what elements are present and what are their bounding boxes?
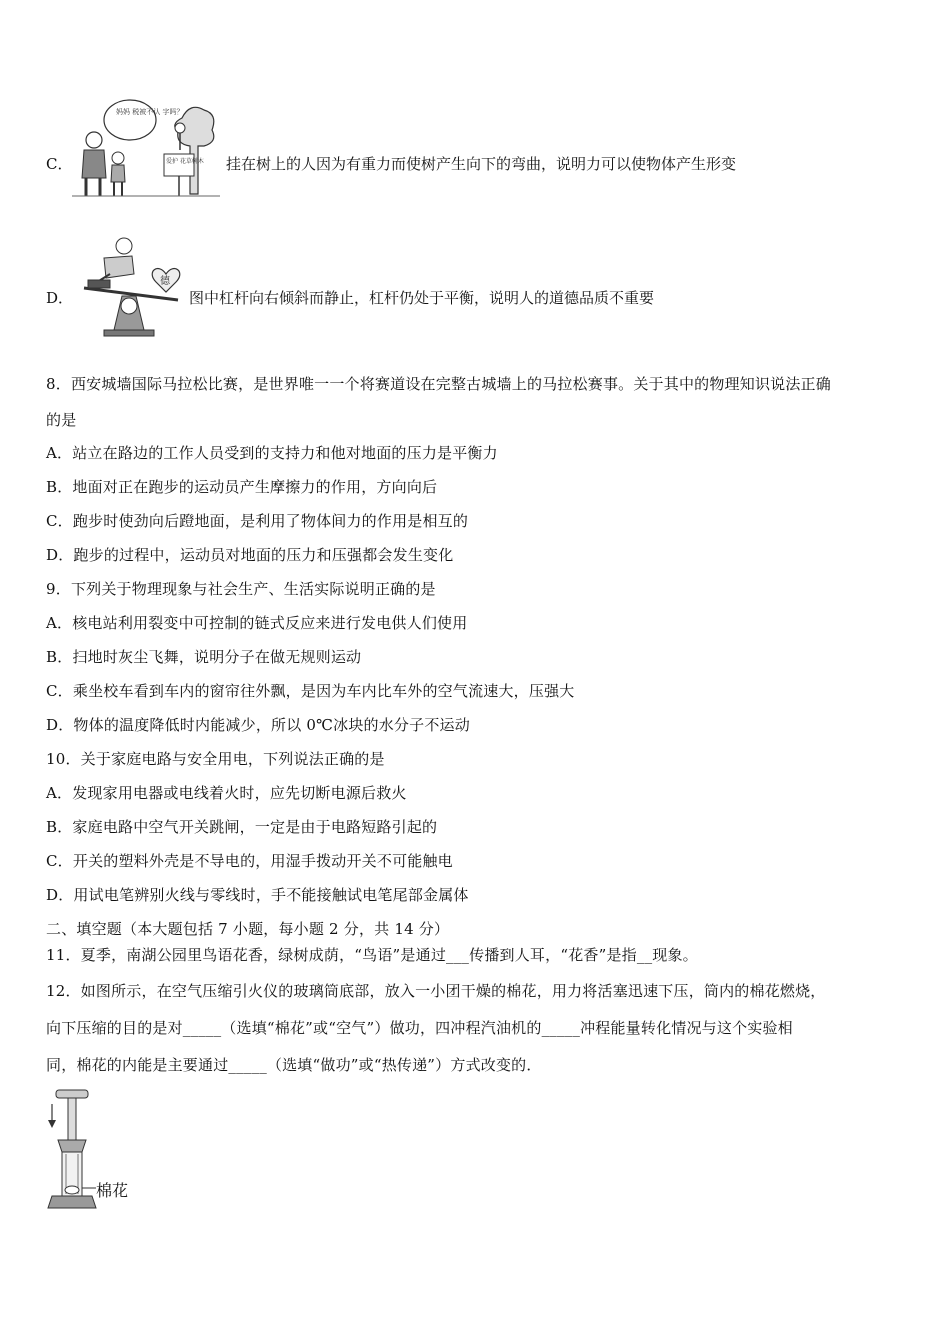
cotton-shape: [65, 1186, 79, 1194]
q9-option-c: C．乘坐校车看到车内的窗帘往外飘，是因为车内比车外的空气流速大，压强大: [46, 682, 575, 700]
option-c-figure: [72, 98, 220, 200]
q10-option-d: D．用试电笔辨别火线与零线时，手不能接触试电笔尾部金属体: [46, 886, 469, 904]
q8-stem-line1: 8．西安城墙国际马拉松比赛，是世界唯一一个将赛道设在完整古城墙上的马拉松赛事。关于其中的物理知识说法正确: [46, 375, 831, 393]
heart-text: 德: [160, 276, 170, 287]
q10-stem: 10．关于家庭电路与安全用电，下列说法正确的是: [46, 750, 385, 768]
q9-option-b: B．扫地时灰尘飞舞，说明分子在做无规则运动: [46, 648, 362, 666]
q8-option-a: A．站立在路边的工作人员受到的支持力和他对地面的压力是平衡力: [46, 444, 498, 462]
q12-line1: 12．如图所示，在空气压缩引火仪的玻璃筒底部，放入一小团干燥的棉花，用力将活塞迅速下压，筒内的棉花燃烧，: [46, 982, 826, 1000]
q8-option-c: C．跑步时使劲向后蹬地面，是利用了物体间力的作用是相互的: [46, 512, 469, 530]
sign-text: 爱护 花草树木: [166, 158, 204, 165]
option-c-label: C．: [46, 155, 73, 173]
q10-option-c: C．开关的塑料外壳是不导电的，用湿手拨动开关不可能触电: [46, 852, 453, 870]
q9-option-a: A．核电站利用裂变中可控制的链式反应来进行发电供人们使用: [46, 614, 468, 632]
q11-text: 11．夏季，南湖公园里鸟语花香，绿树成荫，“鸟语”是通过___传播到人耳，“花香”是指__现象。: [46, 946, 698, 964]
q10-option-a: A．发现家用电器或电线着火时，应先切断电源后救火: [46, 784, 407, 802]
option-c-text: 挂在树上的人因为有重力而使树产生向下的弯曲，说明力可以使物体产生形变: [226, 155, 737, 173]
q9-option-d: D．物体的温度降低时内能减少，所以 0℃冰块的水分子不运动: [46, 716, 470, 734]
tree-shape: [175, 107, 214, 194]
section2-title: 二、填空题（本大题包括 7 小题，每小题 2 分，共 14 分）: [46, 920, 450, 938]
q10-option-b: B．家庭电路中空气开关跳闸，一定是由于电路短路引起的: [46, 818, 438, 836]
speech-bubble: [104, 100, 156, 140]
cotton-label: 棉花: [96, 1181, 129, 1200]
q8-option-b: B．地面对正在跑步的运动员产生摩擦力的作用，方向向后: [46, 478, 438, 496]
q8-option-d: D．跑步的过程中，运动员对地面的压力和压强都会发生变化: [46, 546, 454, 564]
q12-line2: 向下压缩的目的是对_____（选填“棉花”或“空气”）做功，四冲程汽油机的_____冲程能量转化情况与这个实验相: [46, 1019, 793, 1037]
option-d-label: D．: [46, 289, 74, 307]
option-d-figure: [74, 234, 192, 342]
bubble-text: 妈妈 税被不认 字吗？: [116, 108, 184, 116]
q12-line3: 同，棉花的内能是主要通过_____（选填“做功”或“热传递”）方式改变的．: [46, 1056, 542, 1074]
q8-stem-line2: 的是: [46, 411, 77, 429]
option-d-text: 图中杠杆向右倾斜而静止，杠杆仍处于平衡，说明人的道德品质不重要: [189, 289, 655, 307]
q9-stem: 9．下列关于物理现象与社会生产、生活实际说明正确的是: [46, 580, 436, 598]
